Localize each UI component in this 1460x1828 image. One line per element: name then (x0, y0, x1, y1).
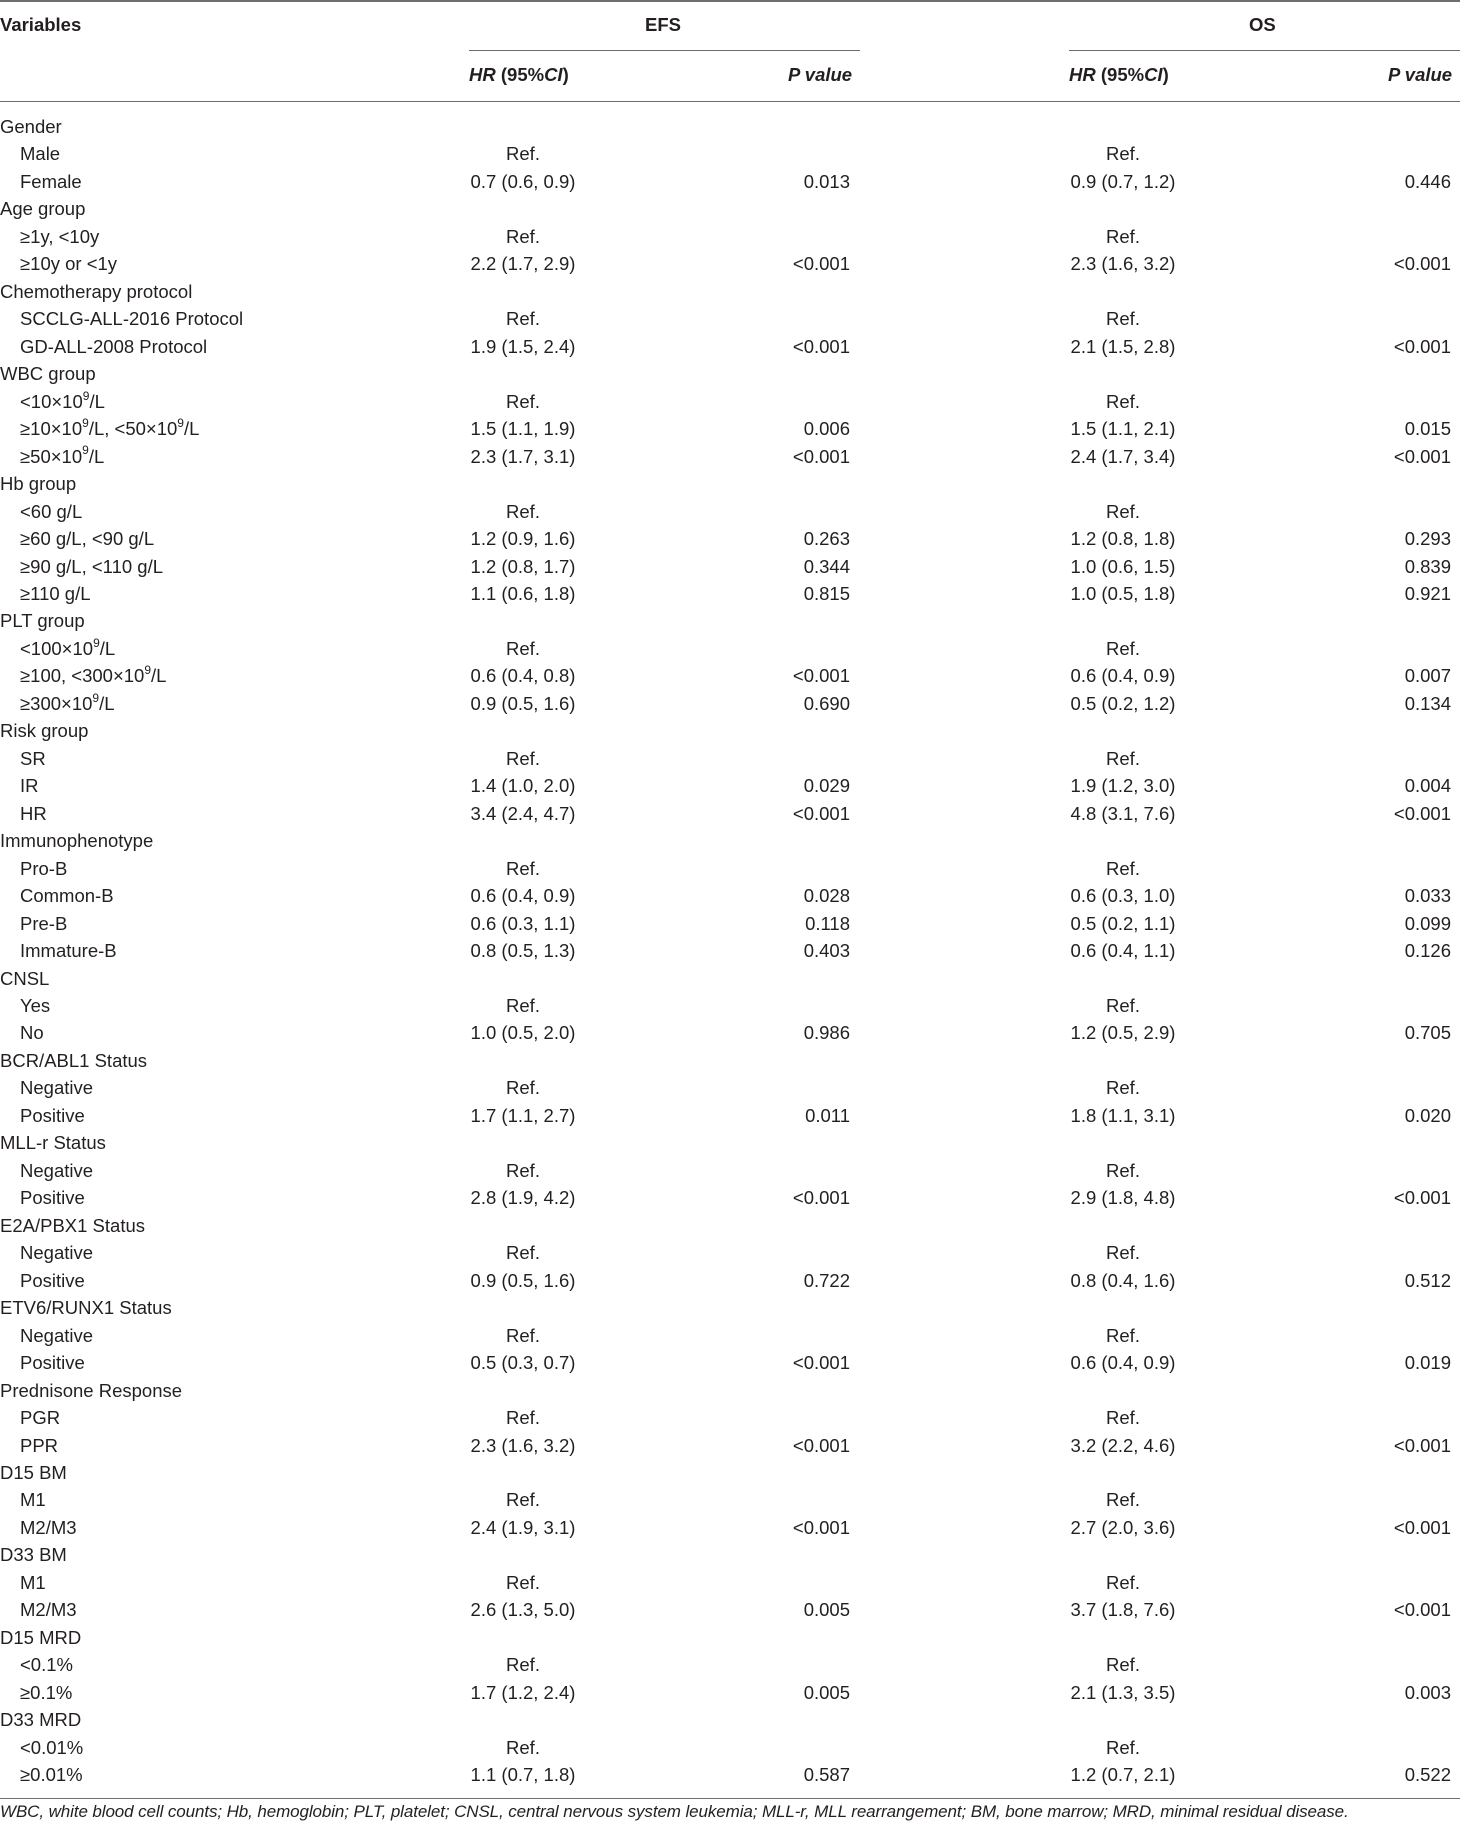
efs-p-header: P value (788, 64, 853, 85)
table-row (0, 443, 1460, 470)
efs-hr-cell: 3.4 (2.4, 4.7) (470, 802, 576, 824)
efs-hr-cell: 1.9 (1.5, 2.4) (470, 335, 576, 357)
group-label: E2A/PBX1 Status (0, 1214, 146, 1236)
os-p-value-cell: 0.705 (1404, 1022, 1451, 1044)
os-hr-cell: Ref. (1106, 1159, 1140, 1181)
table-row (0, 1761, 1460, 1788)
os-hr-cell: 2.7 (2.0, 3.6) (1070, 1516, 1176, 1538)
group-label: D33 MRD (0, 1709, 82, 1731)
variable-label: PPR (20, 1434, 59, 1456)
table-row (0, 800, 1460, 827)
efs-p-value-cell: 0.005 (803, 1599, 850, 1621)
variable-label: ≥0.1% (20, 1681, 73, 1703)
group-label: WBC group (0, 363, 96, 385)
os-hr-cell: Ref. (1106, 1571, 1140, 1593)
efs-hr-cell: Ref. (506, 1736, 540, 1758)
variable-label: $<100\times 10^9/L$ (20, 635, 116, 659)
os-hr-cell: 2.9 (1.8, 4.8) (1070, 1187, 1176, 1209)
os-p-value-cell: 0.015 (1404, 418, 1451, 440)
os-hr-cell: 1.2 (0.5, 2.9) (1070, 1022, 1176, 1044)
variable-label: ≥100, $<300\times 10^9/L$ (20, 663, 167, 687)
efs-hr-cell: Ref. (506, 143, 540, 165)
table-bottom-rule (0, 1798, 1460, 1799)
table-row (0, 1019, 1460, 1046)
efs-hr-cell: 1.5 (1.1, 1.9) (470, 418, 576, 440)
table-row (0, 1267, 1460, 1294)
efs-hr-cell: Ref. (506, 1571, 540, 1593)
os-hr-cell: 0.8 (0.4, 1.6) (1070, 1269, 1176, 1291)
efs-hr-cell: 1.2 (0.8, 1.7) (470, 555, 576, 577)
efs-hr-cell: 1.7 (1.2, 2.4) (470, 1681, 576, 1703)
variable-label: ≥10y or <1y (20, 253, 118, 275)
os-p-value-cell: 0.512 (1404, 1269, 1451, 1291)
os-hr-cell: Ref. (1106, 1654, 1140, 1676)
group-label: Chemotherapy protocol (0, 280, 193, 302)
variable-label: No (20, 1022, 44, 1044)
os-hr-cell: 0.5 (0.2, 1.1) (1070, 912, 1176, 934)
os-hr-cell: Ref. (1106, 1242, 1140, 1264)
table-row (0, 635, 1460, 662)
variable-label: ≥110 g/L (20, 582, 91, 604)
header-variables: Variables (0, 14, 82, 35)
table-group-row (0, 1047, 1460, 1074)
efs-hr-cell: 1.7 (1.1, 2.7) (470, 1104, 576, 1126)
variable-label: Immature-B (20, 940, 117, 962)
variable-label: Positive (20, 1104, 85, 1126)
efs-hr-header: HR (95%CI) (469, 64, 569, 85)
efs-p-value-cell: <0.001 (792, 665, 850, 687)
efs-p-value-cell: 0.722 (803, 1269, 850, 1291)
os-hr-cell: 1.0 (0.5, 1.8) (1070, 582, 1176, 604)
table-group-row (0, 113, 1460, 140)
os-hr-cell: 1.2 (0.8, 1.8) (1070, 528, 1176, 550)
efs-span-rule (469, 50, 860, 51)
efs-hr-cell: Ref. (506, 225, 540, 247)
table-group-row (0, 195, 1460, 222)
table-row (0, 140, 1460, 167)
variable-label: $<10\times 10^9/L$ (20, 388, 105, 412)
variable-label: <60 g/L (20, 500, 83, 522)
os-hr-cell: 2.4 (1.7, 3.4) (1070, 445, 1176, 467)
os-hr-cell: 2.1 (1.5, 2.8) (1070, 335, 1176, 357)
os-hr-cell: 3.7 (1.8, 7.6) (1070, 1599, 1176, 1621)
table-group-row (0, 1706, 1460, 1733)
os-p-value-cell: 0.839 (1404, 555, 1451, 577)
efs-p-value-cell: <0.001 (792, 445, 850, 467)
group-label: Hb group (0, 473, 77, 495)
table-row (0, 305, 1460, 332)
os-p-value-cell: 0.019 (1404, 1352, 1451, 1374)
table-row (0, 1349, 1460, 1376)
table-group-row (0, 965, 1460, 992)
os-p-header: P value (1388, 64, 1453, 85)
table-group-row (0, 1624, 1460, 1651)
os-p-value-cell: 0.004 (1404, 775, 1451, 797)
table-row (0, 580, 1460, 607)
os-p-value-cell: <0.001 (1393, 802, 1451, 824)
os-p-value-cell: <0.001 (1393, 335, 1451, 357)
os-hr-cell: Ref. (1106, 143, 1140, 165)
group-label: D15 BM (0, 1461, 67, 1483)
efs-hr-cell: 0.6 (0.3, 1.1) (470, 912, 576, 934)
efs-p-value-cell: <0.001 (792, 253, 850, 275)
os-hr-cell: 1.0 (0.6, 1.5) (1070, 555, 1176, 577)
header-bottom-rule (0, 101, 1460, 102)
variable-label: PGR (20, 1407, 61, 1429)
variable-label: ≥90 g/L, <110 g/L (20, 555, 164, 577)
table-row (0, 415, 1460, 442)
efs-hr-cell: 2.6 (1.3, 5.0) (470, 1599, 576, 1621)
efs-hr-cell: Ref. (506, 308, 540, 330)
table-row (0, 855, 1460, 882)
table-row (0, 525, 1460, 552)
efs-hr-cell: Ref. (506, 747, 540, 769)
variable-label: Male (20, 143, 61, 165)
group-label: ETV6/RUNX1 Status (0, 1297, 172, 1319)
table-row (0, 910, 1460, 937)
os-hr-cell: 1.5 (1.1, 2.1) (1070, 418, 1176, 440)
os-hr-cell: 2.1 (1.3, 3.5) (1070, 1681, 1176, 1703)
group-label: CNSL (0, 967, 50, 989)
efs-hr-cell: 0.6 (0.4, 0.9) (470, 885, 576, 907)
os-p-value-cell: <0.001 (1393, 1516, 1451, 1538)
table-row (0, 1514, 1460, 1541)
table-row (0, 1432, 1460, 1459)
table-group-row (0, 1129, 1460, 1156)
os-hr-cell: Ref. (1106, 1324, 1140, 1346)
os-p-value-cell: 0.522 (1404, 1764, 1451, 1786)
os-hr-cell: Ref. (1106, 1077, 1140, 1099)
os-hr-cell: 0.5 (0.2, 1.2) (1070, 692, 1176, 714)
variable-label: Negative (20, 1324, 94, 1346)
efs-hr-cell: Ref. (506, 1407, 540, 1429)
efs-p-value-cell: 0.011 (805, 1104, 850, 1126)
os-p-value-cell: 0.033 (1404, 885, 1451, 907)
variable-label: ≥0.01% (20, 1764, 83, 1786)
efs-p-value-cell: <0.001 (792, 1516, 850, 1538)
variable-label: M2/M3 (20, 1516, 77, 1538)
table-row (0, 992, 1460, 1019)
table-group-row (0, 827, 1460, 854)
os-hr-cell: Ref. (1106, 1489, 1140, 1511)
efs-p-value-cell: 0.344 (803, 555, 850, 577)
os-p-value-cell: <0.001 (1393, 1599, 1451, 1621)
efs-p-value-cell: 0.006 (803, 418, 850, 440)
table-row (0, 662, 1460, 689)
efs-hr-cell: Ref. (506, 390, 540, 412)
efs-hr-cell: 1.0 (0.5, 2.0) (470, 1022, 576, 1044)
os-hr-cell: Ref. (1106, 225, 1140, 247)
table-body (0, 113, 1460, 1789)
table-row (0, 1157, 1460, 1184)
os-hr-cell: Ref. (1106, 857, 1140, 879)
os-hr-cell: 4.8 (3.1, 7.6) (1070, 802, 1176, 824)
table-row (0, 1239, 1460, 1266)
table-row (0, 1404, 1460, 1431)
variable-label: HR (20, 802, 47, 824)
efs-p-value-cell: 0.690 (803, 692, 850, 714)
os-hr-cell: Ref. (1106, 1736, 1140, 1758)
variable-label: ≥1y, <10y (20, 225, 100, 247)
table-row (0, 250, 1460, 277)
os-hr-cell: Ref. (1106, 500, 1140, 522)
efs-hr-cell: 2.3 (1.6, 3.2) (470, 1434, 576, 1456)
os-hr-header: HR (95%CI) (1069, 64, 1169, 85)
efs-p-value-cell: 0.263 (803, 528, 850, 550)
efs-hr-cell: 0.9 (0.5, 1.6) (470, 1269, 576, 1291)
os-hr-cell: Ref. (1106, 308, 1140, 330)
variable-label: GD-ALL-2008 Protocol (20, 335, 208, 357)
os-p-value-cell: 0.099 (1404, 912, 1451, 934)
variable-label: $\ge 10\times 10^9/L$, $<50\times 10^9/L$ (20, 416, 200, 440)
variable-label: IR (20, 775, 39, 797)
os-hr-cell: 0.6 (0.4, 1.1) (1070, 940, 1176, 962)
os-span-rule (1069, 50, 1460, 51)
table-footnote: WBC, white blood cell counts; Hb, hemoglobin; PLT, platelet; CNSL, central nervous system leukemia; MLL-r, MLL rearrangement; BM, bone marrow; MRD, minimal residual disease. (0, 1802, 1349, 1821)
os-p-value-cell: 0.007 (1404, 665, 1451, 687)
table-group-row (0, 1377, 1460, 1404)
os-hr-cell: 2.3 (1.6, 3.2) (1070, 253, 1176, 275)
group-label: Immunophenotype (0, 830, 154, 852)
table-row (0, 553, 1460, 580)
efs-p-value-cell: 0.005 (803, 1681, 850, 1703)
efs-p-value-cell: 0.815 (803, 582, 850, 604)
efs-hr-cell: 1.1 (0.6, 1.8) (470, 582, 576, 604)
efs-hr-cell: Ref. (506, 995, 540, 1016)
efs-p-value-cell: <0.001 (792, 1434, 850, 1456)
variable-label: <0.1% (20, 1654, 73, 1676)
efs-p-value-cell: 0.403 (803, 940, 850, 962)
group-label: Age group (0, 198, 86, 220)
table-group-row (0, 470, 1460, 497)
variable-label: <0.01% (20, 1736, 84, 1758)
group-label: PLT group (0, 610, 85, 632)
efs-p-value-cell: 0.013 (803, 170, 850, 192)
os-p-value-cell: 0.921 (1404, 582, 1451, 604)
os-hr-cell: 0.6 (0.4, 0.9) (1070, 665, 1176, 687)
variable-label: Negative (20, 1242, 94, 1264)
os-p-value-cell: <0.001 (1393, 445, 1451, 467)
efs-hr-cell: 2.8 (1.9, 4.2) (470, 1187, 576, 1209)
table-group-row (0, 360, 1460, 387)
table-row (0, 223, 1460, 250)
efs-p-value-cell: <0.001 (792, 1187, 850, 1209)
efs-hr-cell: Ref. (506, 1654, 540, 1676)
efs-hr-cell: 1.2 (0.9, 1.6) (470, 528, 576, 550)
table-row (0, 745, 1460, 772)
group-label: Gender (0, 116, 62, 137)
variable-label: SR (20, 747, 46, 769)
table-row (0, 1486, 1460, 1513)
os-hr-cell: Ref. (1106, 637, 1140, 659)
variable-label: $\ge 300\times 10^9/L$ (20, 690, 115, 714)
table-row (0, 882, 1460, 909)
table-group-row (0, 1294, 1460, 1321)
efs-hr-cell: Ref. (506, 1324, 540, 1346)
efs-hr-cell: 0.7 (0.6, 0.9) (470, 170, 576, 192)
efs-p-value-cell: 0.029 (803, 775, 850, 797)
table-group-row (0, 717, 1460, 744)
efs-hr-cell: 1.4 (1.0, 2.0) (470, 775, 576, 797)
table-row (0, 168, 1460, 195)
efs-hr-cell: 0.5 (0.3, 0.7) (470, 1352, 576, 1374)
efs-p-value-cell: 0.118 (805, 912, 850, 934)
header-os: OS (1249, 14, 1276, 35)
efs-hr-cell: 2.4 (1.9, 3.1) (470, 1516, 576, 1538)
os-hr-cell: Ref. (1106, 390, 1140, 412)
variable-label: Common-B (20, 885, 114, 907)
os-p-value-cell: 0.446 (1404, 170, 1451, 192)
efs-hr-cell: Ref. (506, 1489, 540, 1511)
os-p-value-cell: 0.134 (1404, 692, 1451, 714)
variable-label: Female (20, 170, 82, 192)
efs-hr-cell: 2.2 (1.7, 2.9) (470, 253, 576, 275)
variable-label: $\ge 50\times 10^9/L$ (20, 443, 105, 467)
table-group-row (0, 607, 1460, 634)
variable-label: Negative (20, 1159, 94, 1181)
table-row (0, 690, 1460, 717)
table-row (0, 1596, 1460, 1623)
os-p-value-cell: 0.003 (1404, 1681, 1451, 1703)
os-hr-cell: Ref. (1106, 1407, 1140, 1429)
variable-label: ≥60 g/L, <90 g/L (20, 528, 155, 550)
group-label: D33 BM (0, 1544, 67, 1566)
os-hr-cell: 1.9 (1.2, 3.0) (1070, 775, 1176, 797)
efs-hr-cell: 2.3 (1.7, 3.1) (470, 445, 576, 467)
os-hr-cell: Ref. (1106, 747, 1140, 769)
table-row (0, 1184, 1460, 1211)
group-label: Prednisone Response (0, 1379, 183, 1401)
variable-label: Positive (20, 1352, 85, 1374)
os-hr-cell: 1.8 (1.1, 3.1) (1070, 1104, 1176, 1126)
table-row (0, 388, 1460, 415)
table-row (0, 1322, 1460, 1349)
efs-hr-cell: Ref. (506, 1077, 540, 1099)
os-p-value-cell: 0.020 (1404, 1104, 1451, 1126)
variable-label: Positive (20, 1269, 85, 1291)
variable-label: Pre-B (20, 912, 68, 934)
os-p-value-cell: 0.293 (1404, 528, 1451, 550)
os-p-value-cell: <0.001 (1393, 1434, 1451, 1456)
table-row (0, 1651, 1460, 1678)
efs-p-value-cell: <0.001 (792, 802, 850, 824)
table-group-row (0, 1459, 1460, 1486)
efs-hr-cell: Ref. (506, 1159, 540, 1181)
variable-label: SCCLG-ALL-2016 Protocol (20, 308, 244, 330)
os-p-value-cell: 0.126 (1404, 940, 1451, 962)
header-efs: EFS (645, 14, 681, 35)
os-p-value-cell: <0.001 (1393, 1187, 1451, 1209)
efs-hr-cell: 0.8 (0.5, 1.3) (470, 940, 576, 962)
os-hr-cell: 0.6 (0.3, 1.0) (1070, 885, 1176, 907)
variable-label: M1 (20, 1489, 46, 1511)
table-group-row (0, 278, 1460, 305)
os-hr-cell: Ref. (1106, 995, 1140, 1016)
table-row (0, 1102, 1460, 1129)
table-row (0, 1074, 1460, 1101)
efs-hr-cell: 1.1 (0.7, 1.8) (470, 1764, 576, 1786)
efs-p-value-cell: <0.001 (792, 335, 850, 357)
table-row (0, 937, 1460, 964)
efs-p-value-cell: <0.001 (792, 1352, 850, 1374)
variable-label: Pro-B (20, 857, 68, 879)
table-group-row (0, 1212, 1460, 1239)
group-label: BCR/ABL1 Status (0, 1049, 148, 1071)
variable-label: M2/M3 (20, 1599, 77, 1621)
os-hr-cell: 0.9 (0.7, 1.2) (1070, 170, 1176, 192)
variable-label: M1 (20, 1571, 46, 1593)
efs-p-value-cell: 0.028 (803, 885, 850, 907)
os-hr-cell: 3.2 (2.2, 4.6) (1070, 1434, 1176, 1456)
os-hr-cell: 0.6 (0.4, 0.9) (1070, 1352, 1176, 1374)
table-row (0, 333, 1460, 360)
efs-hr-cell: Ref. (506, 857, 540, 879)
os-p-value-cell: <0.001 (1393, 253, 1451, 275)
efs-hr-cell: Ref. (506, 500, 540, 522)
efs-hr-cell: 0.6 (0.4, 0.8) (470, 665, 576, 687)
os-hr-cell: 1.2 (0.7, 2.1) (1070, 1764, 1176, 1786)
table-row (0, 772, 1460, 799)
efs-hr-cell: 0.9 (0.5, 1.6) (470, 692, 576, 714)
table-top-rule (0, 0, 1460, 2)
efs-p-value-cell: 0.587 (803, 1764, 850, 1786)
table-row (0, 1679, 1460, 1706)
variable-label: Positive (20, 1187, 85, 1209)
table-row (0, 1569, 1460, 1596)
variable-label: Yes (20, 995, 51, 1016)
table-row (0, 498, 1460, 525)
efs-p-value-cell: 0.986 (803, 1022, 850, 1044)
efs-hr-cell: Ref. (506, 1242, 540, 1264)
table-row (0, 1734, 1460, 1761)
group-label: D15 MRD (0, 1626, 82, 1648)
efs-hr-cell: Ref. (506, 637, 540, 659)
group-label: Risk group (0, 720, 89, 742)
group-label: MLL-r Status (0, 1132, 106, 1154)
table-group-row (0, 1541, 1460, 1568)
variable-label: Negative (20, 1077, 94, 1099)
